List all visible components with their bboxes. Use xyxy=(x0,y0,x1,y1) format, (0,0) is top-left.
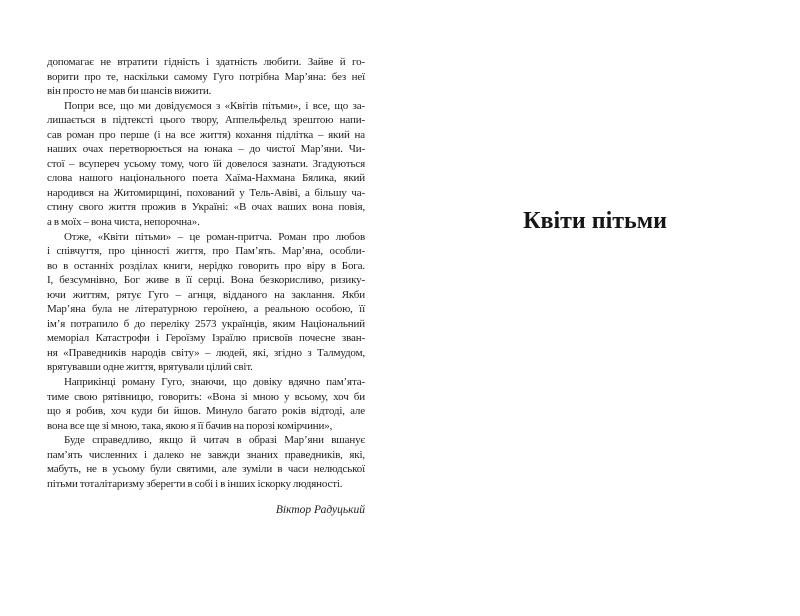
text-line: вона все ще зі мною, така, якою я її бачив на порозі комірчини», xyxy=(47,419,333,432)
text-line: ючи життям, рятує Гуго – агнця, відданого на заклання. Якби xyxy=(47,288,365,301)
text-line: тиме свою рятівницю, говорить: «Вона зі мною у всьому, хоч би xyxy=(47,390,365,403)
author-signature: Віктор Радуцький xyxy=(275,504,365,517)
text-line: мабуть, не в усьому були святими, але зуміли в часи нелюдської xyxy=(47,463,365,476)
text-line: він просто не мав би шансів вижити. xyxy=(47,85,212,98)
text-line: І, безсумнівно, Бог живе в її серці. Вона безкорисливо, ризику- xyxy=(47,274,365,287)
paragraph xyxy=(47,99,365,230)
text-line: Наприкінці роману Гуго, знаючи, що довіку вдячно пам’ята- xyxy=(64,376,365,389)
text-line: наших очах перетворюється на юнака – до чистої Мар’яни. Чи- xyxy=(47,143,365,156)
text-line: ня «Праведників народів світу» – людей, які, згідно з Талмудом, xyxy=(47,346,365,359)
text-line: Мар’яна була не літературною героїнею, а реальною особою, її xyxy=(47,303,365,316)
text-line: стину свого життя прожив в Україні: «В очах ваших вона повія, xyxy=(47,201,365,214)
text-line: народився на Житомирщині, похований у Тель-Авіві, а більшу ча- xyxy=(47,186,365,199)
text-line: лишається в підтексті цього твору, Аппельфельд зрештою напи- xyxy=(47,114,365,127)
right-page xyxy=(400,0,800,616)
text-line: стої – всупереч усьому тому, чого їй довелося зазнати. Згадуються xyxy=(47,157,365,170)
text-line: Буде справедливо, якщо й читач в образі Мар’яни вшанує xyxy=(64,434,365,447)
text-line: пітьми тоталітаризму зберегти в собі і в інших іскорку людяності. xyxy=(47,477,343,490)
text-line: Попри все, що ми довідуємося з «Квітів пітьми», і все, що за- xyxy=(64,99,365,112)
text-line: і співчуття, про цінності життя, про Пам’ять. Мар’яна, особли- xyxy=(47,245,365,258)
text-line: во в останніх розділах книги, нерідко говорить про віру в Бога. xyxy=(47,259,365,272)
text-line: що я робив, хоч куди би йшов. Минуло багато років відтоді, але xyxy=(47,405,365,418)
paragraph xyxy=(47,55,365,99)
chapter-title: Квіти пітьми xyxy=(523,208,667,234)
text-line: ворити про те, наскільки самому Гуго потрібна Мар’яна: без неї xyxy=(47,70,365,83)
text-line: а в моїх – вона чиста, непорочна». xyxy=(47,216,200,229)
paragraph xyxy=(47,375,365,433)
text-line: пам’ять численних і далеко не завжди знаних праведників, які, xyxy=(47,448,365,461)
body-text-block xyxy=(47,55,365,491)
text-line: врятувавши одне життя, врятували цілий світ. xyxy=(47,361,253,374)
text-line: допомагає не втратити гідність і здатність любити. Зайве й го- xyxy=(47,56,365,68)
paragraph xyxy=(47,433,365,491)
text-line: меморіал Катастрофи і Героїзму Ізраїлю присвоїв почесне зван- xyxy=(47,332,365,345)
text-line: сав роман про перше (і на все життя) кохання підлітка – який на xyxy=(47,128,365,141)
paragraph xyxy=(47,230,365,375)
text-line: ім’я потрапило б до переліку 2573 українців, яким Національний xyxy=(47,317,365,330)
text-line: слова нашого національного поета Хаїма-Нахмана Бялика, який xyxy=(47,172,365,185)
text-line: Отже, «Квіти пітьми» – це роман-притча. Роман про любов xyxy=(64,230,365,243)
